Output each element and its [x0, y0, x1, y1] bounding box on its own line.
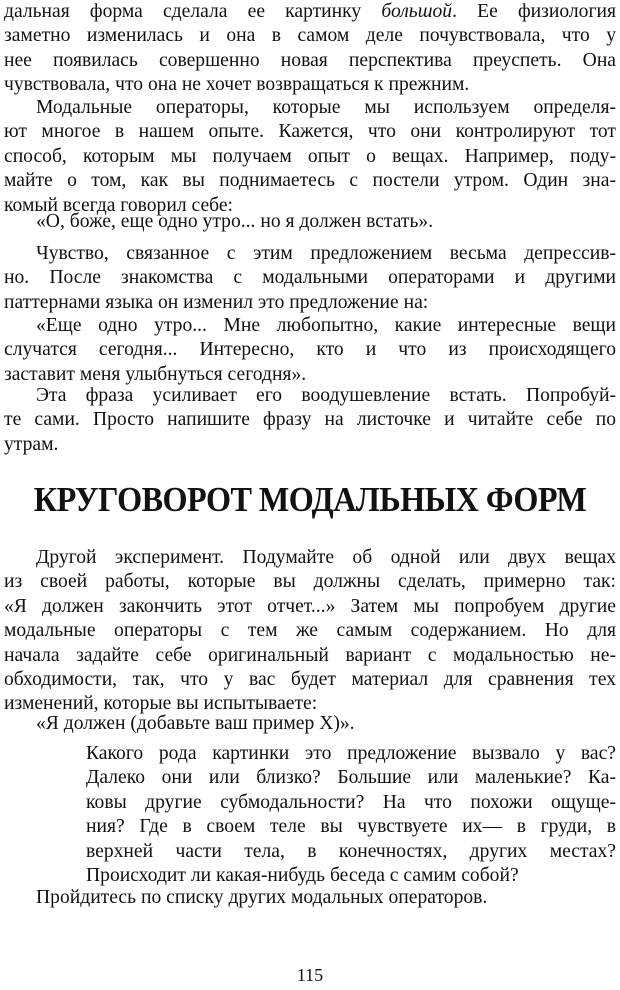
text-line: способ, которым мы получаем опыт о вещах. Например, поду- [4, 145, 616, 167]
text-line: заметно изменилась и она в самом деле почувствовала, что у [4, 25, 616, 47]
text-line: Какого рода картинки это предложение вызвало у вас? [86, 743, 616, 764]
indented-questions [86, 742, 616, 888]
text-line: те сами. Просто напишите фразу на листочке и читайте себе по [4, 409, 616, 431]
text-line: паттернами языка он изменил это предложение на: [4, 291, 429, 313]
text-line: обходимости, так, что у вас будет материал для сравнения тех [4, 669, 616, 691]
text-line: «Я должен закончить этот отчет...» Затем мы попробуем другие [4, 595, 616, 617]
text-line: Далеко они или близко? Большие или маленькие? Ка- [86, 767, 616, 789]
paragraph-6 [4, 384, 616, 457]
text-line: утрам. [4, 433, 59, 455]
page-number: 115 [296, 965, 324, 985]
paragraph-2 [4, 96, 616, 218]
paragraph-5 [4, 314, 616, 387]
text-line: из своей работы, которые вы должны сделать, примерно так: [4, 571, 616, 593]
text-line: Пройдитесь по списку других модальных операторов. [36, 887, 488, 908]
text-line: заставит меня улыбнуться сегодня». [4, 363, 307, 385]
text-line: чувствовала, что она не хочет возвращаться к прежним. [4, 74, 470, 96]
paragraph-8 [4, 712, 616, 736]
text-line: майте о том, как вы поднимаетесь с постели утром. Один зна- [4, 170, 616, 192]
text-line: «Еще одно утро... Мне любопытно, какие интересные вещи [36, 315, 616, 336]
text-line: Модальные операторы, которые мы используем определя- [36, 97, 616, 118]
paragraph-1 [4, 0, 616, 98]
text-line: «Я должен (добавьте ваш пример X)». [36, 713, 355, 734]
paragraph-3 [4, 210, 616, 234]
text-line: начала задайте себе оригинальный вариант с модальностью не- [4, 644, 616, 666]
text-line: но. После знакомства с модальными операторами и другими [4, 267, 616, 289]
text-line: ковы другие субмодальности? На что похожи ощуще- [86, 791, 616, 813]
text-line: изменений, которые вы испытываете: [4, 693, 318, 715]
text-line: верхней части тела, в конечностях, других местах? [86, 840, 616, 862]
emphasis: большой [381, 1, 453, 22]
text-line: случатся сегодня... Интересно, кто и что из происходящего [4, 339, 616, 361]
text-line: дальная форма сделала ее картинку большой. Ее физиология [4, 1, 616, 22]
paragraph-4 [4, 242, 616, 315]
text-line: ния? Где в своем теле вы чувствуете их— в груди, в [86, 816, 616, 838]
text-line: модальные операторы с тем же самым содержанием. Но для [4, 620, 616, 642]
paragraph-10 [4, 886, 616, 910]
text-line: комый всегда говорил себе: [4, 194, 233, 216]
text-line: Чувство, связанное с этим предложением весьма депрессив- [36, 243, 616, 264]
book-page [4, 0, 616, 990]
paragraph-7 [4, 546, 616, 717]
text-line: ют многое в нашем опыте. Кажется, что они контролируют тот [4, 121, 616, 143]
section-heading: КРУГОВОРОТ МОДАЛЬНЫХ ФОРМ [33, 480, 587, 519]
text-line: Эта фраза усиливает его воодушевление встать. Попробуй- [36, 385, 616, 406]
text-line: «О, боже, еще одно утро... но я должен встать». [36, 211, 434, 232]
text-line: Другой эксперимент. Подумайте об одной или двух вещах [36, 547, 616, 568]
text-line: Происходит ли какая-нибудь беседа с самим собой? [86, 865, 519, 887]
text-line: нее появилась совершенно новая перспектива преуспеть. Она [4, 49, 616, 71]
